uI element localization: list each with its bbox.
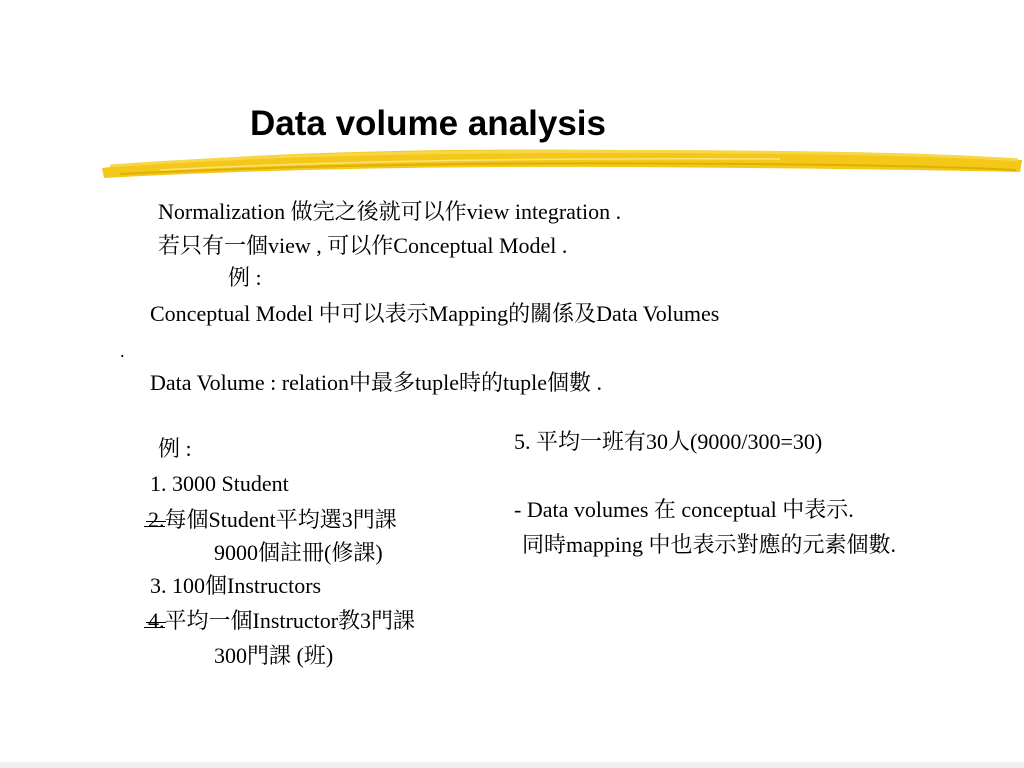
right-note-mapping: 同時mapping 中也表示對應的元素個數. [522, 532, 896, 557]
intro-line-view: 若只有一個view , 可以作Conceptual Model . [158, 233, 568, 258]
example-item-3: 3. 100個Instructors [150, 573, 322, 598]
slide-title: Data volume analysis [250, 104, 606, 143]
intro-line-data-volume: Data Volume : relation中最多tuple時的tuple個數 . [150, 370, 602, 395]
item-2-number: 2. [148, 507, 165, 532]
example-item-4 [148, 608, 415, 634]
example-label: 例 : [158, 436, 192, 461]
item-4-number: 4. [148, 608, 165, 633]
intro-line-normalization: Normalization 做完之後就可以作view integration . [158, 199, 622, 224]
example-item-1: 1. 3000 Student [150, 471, 289, 496]
example-item-4-detail: 300門課 (班) [214, 643, 334, 668]
item-4-text: 平均一個Instructor教3門課 [164, 608, 416, 633]
item-2-text: 每個Student平均選3門課 [164, 507, 397, 532]
title-underline-brushstroke [100, 140, 1024, 190]
intro-dot: . [120, 341, 125, 361]
intro-example-label: 例 : [228, 265, 262, 290]
right-note-data-volumes: - Data volumes 在 conceptual 中表示. [514, 497, 854, 522]
right-item-5: 5. 平均一班有30人(9000/300=30) [514, 429, 823, 454]
example-item-2-detail: 9000個註冊(修課) [214, 540, 383, 565]
footer-divider [0, 762, 1024, 768]
example-item-2 [148, 507, 397, 533]
intro-line-conceptual-model: Conceptual Model 中可以表示Mapping的關係及Data Volumes [150, 301, 720, 326]
